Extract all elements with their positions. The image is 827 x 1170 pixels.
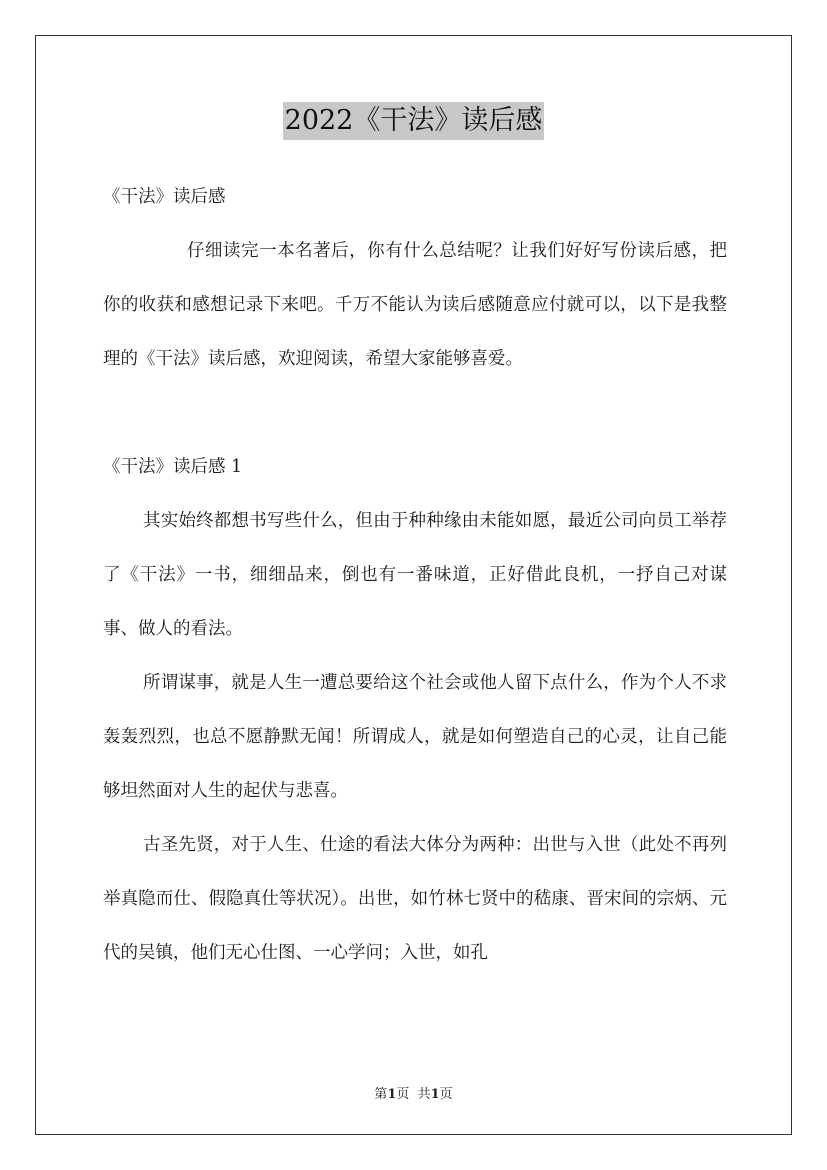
body-paragraph-2: 所谓谋事，就是人生一遭总要给这个社会或他人留下点什么，作为个人不求轰轰烈烈，也总不愿静默无闻！所谓成人，就是如何塑造自己的心灵，让自己能够坦然面对人生的起伏与悲喜。	[103, 673, 727, 801]
footer-prefix: 第	[374, 1087, 388, 1102]
document-title-text: 2022《干法》读后感	[283, 102, 545, 140]
section-heading: 《干法》读后感 1	[103, 457, 243, 477]
document-body	[103, 170, 727, 980]
intro-paragraph: 仔细读完一本名著后，你有什么总结呢？让我们好好写份读后感，把你的收获和感想记录下来吧。千万不能认为读后感随意应付就可以，以下是我整理的《干法》读后感，欢迎阅读，希望大家能够喜爱。	[103, 241, 727, 369]
footer-total-pages: 1	[430, 1087, 440, 1102]
footer-suffix: 页	[439, 1087, 453, 1102]
document-subtitle: 《干法》读后感	[103, 187, 226, 207]
section-spacer	[103, 386, 727, 440]
footer-middle: 页 共	[396, 1087, 431, 1102]
body-paragraph-1: 其实始终都想书写些什么，但由于种种缘由未能如愿，最近公司向员工举荐了《干法》一书，细细品来，倒也有一番味道，正好借此良机，一抒自己对谋事、做人的看法。	[103, 511, 727, 639]
page-footer	[0, 1083, 827, 1102]
body-paragraph-3: 古圣先贤，对于人生、仕途的看法大体分为两种：出世与入世（此处不再列举真隐而仕、假隐真仕等状况）。出世，如竹林七贤中的嵇康、晋宋间的宗炳、元代的吴镇，他们无心仕图、一心学问；入世，如孔	[103, 835, 727, 963]
document-title	[0, 102, 827, 140]
footer-page-number: 1	[387, 1087, 397, 1102]
